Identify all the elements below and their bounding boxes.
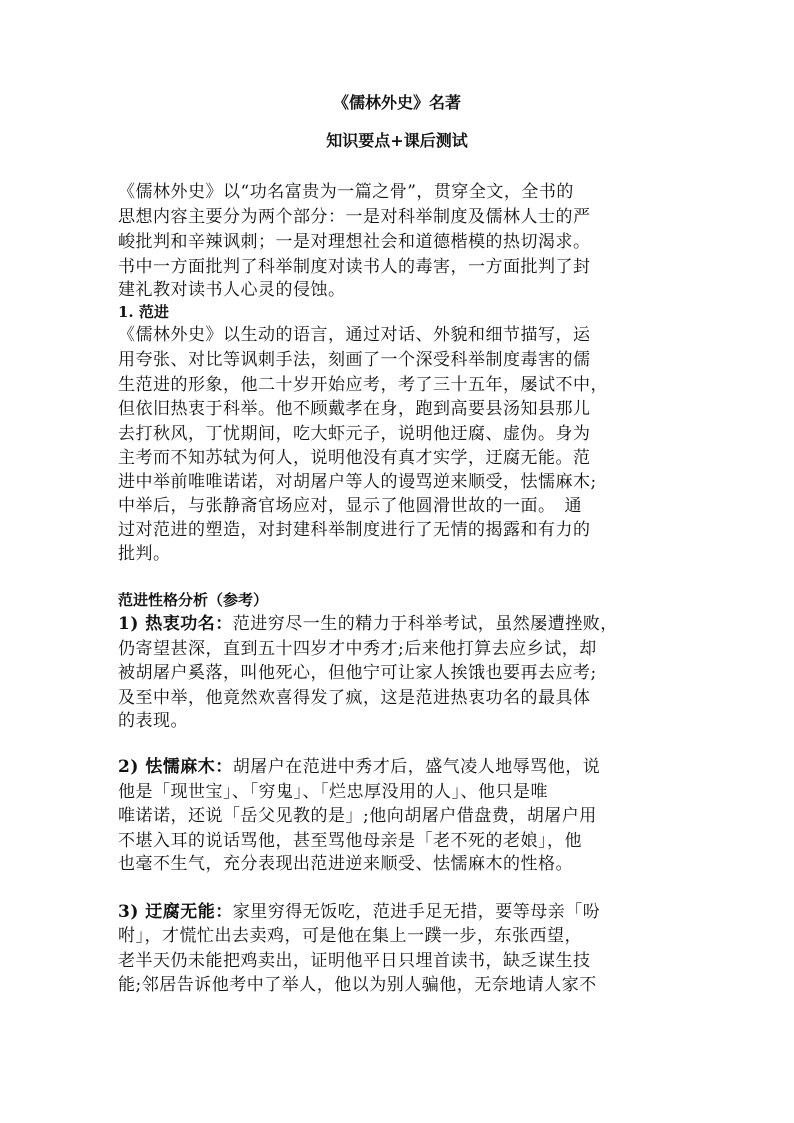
point2-line (118, 757, 670, 777)
section1-line: 生范进的形象，他二十岁开始应考，考了三十五年，屡试不中， (118, 375, 608, 395)
section1-line: 去打秋风，丁忧期间，吃大虾元子，说明他迂腐、虚伪。身为 (118, 424, 591, 444)
intro-line: 峻批判和辛辣讽刺；一是对理想社会和道德楷模的热切渴求。 (118, 232, 591, 252)
intro-line: 书中一方面批判了科举制度对读书人的毒害，一方面批判了封 (118, 257, 591, 277)
intro-line: 《儒林外史》以“功名富贵为一篇之骨”，贯穿全文，全书的 (118, 182, 574, 202)
section1-line: 过对范进的塑造，对封建科举制度进行了无情的揭露和有力的 (118, 520, 591, 540)
point2-line: 不堪入耳的说话骂他，甚至骂他母亲是「老不死的老娘」，他 (118, 831, 582, 851)
point1-line: 被胡屠户奚落，叫他死心，但他宁可让家人挨饿也要再去应考; (118, 663, 597, 683)
intro-line: 思想内容主要分为两个部分：一是对科举制度及儒林人士的严 (118, 207, 591, 227)
point2-line: 唯诺诺，还说「岳父见教的是」;他向胡屠户借盘费，胡屠户用 (118, 806, 597, 826)
page-subtitle: 知识要点+课后测试 (326, 131, 468, 150)
point1-line (118, 614, 670, 634)
section1-line: 用夸张、对比等讽刺手法，刻画了一个深受科举制度毒害的儒 (118, 350, 591, 370)
point1-line: 及至中举，他竟然欢喜得发了疯，这是范进热衷功名的最具体 (118, 688, 591, 708)
point3-line (118, 902, 670, 922)
section1-line: 主考而不知苏轼为何人，说明他没有真才实学，迂腐无能。范 (118, 448, 591, 468)
page-title: 《儒林外史》名著 (332, 93, 461, 112)
point1-line: 仍寄望甚深，直到五十四岁才中秀才;后来他打算去应乡试，却 (118, 639, 597, 659)
section1-line: 进中举前唯唯诺诺，对胡屠户等人的谩骂逆来顺受，怯懦麻木; (118, 472, 597, 492)
point3-line: 老半天仍未能把鸡卖出，证明他平日只埋首读书，缺乏谋生技 (118, 951, 591, 971)
analysis-heading: 范进性格分析（参考） (118, 591, 269, 609)
point1-label: 1) 热衷功名： (118, 614, 233, 634)
section-heading-fanjin: 1. 范进 (118, 303, 169, 321)
point2-first-text: 胡屠户在范进中秀才后，盛气凌人地辱骂他，说 (232, 757, 601, 777)
section1-line: 中举后，与张静斋官场应对，显示了他圆滑世故的一面。 通 (118, 496, 582, 516)
section1-line: 批判。 (118, 544, 171, 564)
point3-label: 3) 迂腐无能： (118, 902, 233, 922)
point2-line: 也毫不生气，充分表现出范进逆来顺受、怯懦麻木的性格。 (118, 854, 573, 874)
section1-line: 但依旧热衷于科举。他不顾戴孝在身，跑到高要县汤知县那儿 (118, 399, 591, 419)
point3-first-text: 家里穷得无饭吃，范进手足无措，要等母亲「吩 (232, 902, 601, 922)
point3-line: 咐」，才慌忙出去卖鸡，可是他在集上一蹼一步，东张西望， (118, 926, 582, 946)
point2-line: 他是「现世宝」、「穷鬼」、「烂忠厚没用的人」、他只是唯 (118, 782, 548, 802)
point3-line: 能;邻居告诉他考中了举人，他以为别人骗他，无奈地请人家不 (118, 975, 597, 995)
section1-line: 《儒林外史》以生动的语言，通过对话、外貌和细节描写，运 (118, 325, 591, 345)
intro-line: 建礼教对读书人心灵的侵蚀。 (118, 280, 346, 300)
point2-label: 2) 怯懦麻木： (118, 757, 233, 777)
point1-first-text: 范进穷尽一生的精力于科举考试，虽然屡遭挫败， (232, 614, 618, 634)
point1-line: 的表现。 (118, 711, 188, 731)
